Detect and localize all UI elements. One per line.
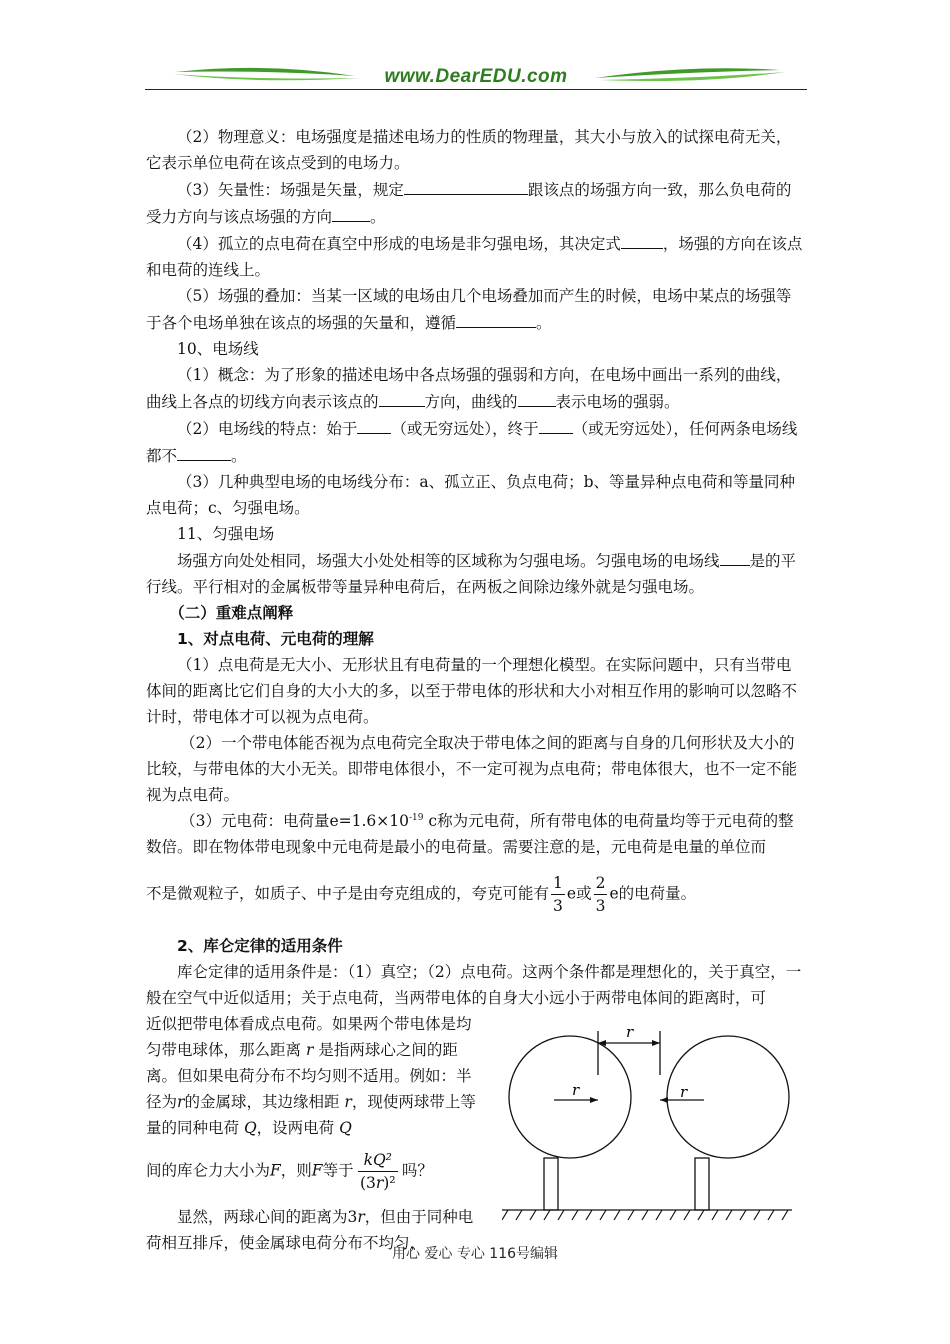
formula-numerator: kQ²	[358, 1149, 398, 1172]
right-radius-label: r	[680, 1083, 688, 1101]
fraction-denominator: 3	[553, 897, 563, 915]
formula-denominator	[358, 1172, 398, 1194]
text: 是的平行线。平行相对的金属板带等量异种电荷后，在两板之间除边缘外就是匀强电场。	[146, 552, 797, 596]
text: ，但由于同种电荷相互排斥，使金属球电荷分布不均匀，	[146, 1208, 474, 1252]
text: 。	[536, 314, 552, 332]
fill-blank	[379, 388, 425, 407]
two-spheres-diagram	[502, 1023, 802, 1238]
paragraph	[146, 1011, 481, 1141]
text: （1）概念：为了形象的描述电场中各点场强的强弱和方向，在电场中画出一系列的曲线，曲线上各点的切线方向表示该点的	[146, 366, 792, 411]
text: 等于	[322, 1161, 354, 1180]
text: ，场强的方向在该点和电荷的连线上。	[146, 235, 803, 279]
fill-blank	[177, 442, 231, 461]
text: ，设两电荷	[256, 1119, 335, 1137]
left-stand	[544, 1158, 558, 1210]
text: （3）元电荷：电荷量e=1.6×10	[180, 812, 409, 830]
site-logo[interactable]: www.DearEDU.com	[384, 66, 568, 87]
paragraph	[146, 1149, 481, 1194]
text: （或无穷远处），任何两条电场线都不	[146, 420, 798, 465]
arrowhead	[660, 1097, 668, 1103]
fill-blank	[621, 230, 663, 249]
text: 是指两球心之间的距离。但如果电荷分布不均匀则不适用。例如：半径为	[146, 1041, 472, 1111]
fill-blank	[539, 415, 573, 434]
variable: r	[357, 1208, 365, 1226]
variable: Q	[339, 1119, 352, 1137]
text: 近似把带电体看成点电荷。如果两个带电体是均匀带电球体，那么距离	[146, 1015, 472, 1059]
fraction-two-thirds	[594, 872, 608, 917]
paragraph: （2）一个带电体能否视为点电荷完全取决于带电体之间的距离与自身的几何形状及大小的比较，与带电体的大小无关。即带电体很小，不一定可视为点电荷；带电体很大，也不一定不能视为点电荷。	[146, 734, 798, 804]
text: e的电荷量。	[609, 884, 697, 903]
fill-blank	[518, 388, 556, 407]
text: c称为元电荷，所有带电体的电荷量均等于元电荷的整数倍。即在物体带电现象中元电荷是最小的电荷量。需要注意的是，元电荷是电量的单位而	[146, 812, 794, 856]
text: 方向，曲线的	[424, 393, 518, 411]
paragraph	[146, 872, 806, 917]
right-stand	[695, 1158, 709, 1210]
text: (3	[359, 1174, 376, 1192]
text: ，则	[280, 1161, 312, 1180]
variable: r	[305, 1041, 314, 1059]
paragraph	[146, 230, 806, 283]
coulomb-formula	[358, 1149, 398, 1194]
left-sphere	[509, 1036, 631, 1158]
paragraph: 库仑定律的适用条件是：（1）真空；（2）点电荷。这两个条件都是理想化的，关于真空，一般在空气中近似适用；关于点电荷，当两带电体的自身大小远小于两带电体间的距离时，可	[146, 963, 802, 1007]
fill-blank	[404, 176, 528, 195]
gap-label: r	[626, 1023, 634, 1041]
section-heading: 10、电场线	[177, 340, 259, 358]
text: )²	[383, 1174, 396, 1192]
document-body	[146, 124, 806, 1256]
page-header	[145, 58, 807, 94]
left-radius-label: r	[572, 1081, 580, 1099]
text: （或无穷远处），终于	[391, 420, 539, 438]
paragraph	[146, 547, 806, 600]
arrowhead	[652, 1040, 660, 1046]
text: （4）孤立的点电荷在真空中形成的电场是非匀强电场，其决定式	[177, 235, 621, 253]
text: 表示电场的强弱。	[555, 393, 680, 411]
text: 场强方向处处相同，场强大小处处相等的区域称为匀强电场。匀强电场的电场线	[177, 552, 720, 570]
variable: F	[270, 1161, 281, 1180]
text: （5）场强的叠加：当某一区域的电场由几个电场叠加而产生的时候，电场中某点的场强等于各个电场单独在该点的场强的矢量和，遵循	[146, 287, 792, 332]
page-footer: 用心 爱心 专心 116号编辑	[391, 1246, 559, 1262]
section-heading: 11、匀强电场	[177, 525, 275, 543]
fraction-denominator: 3	[595, 897, 606, 915]
arrowhead	[590, 1097, 598, 1103]
text: 吗？	[401, 1161, 433, 1180]
fill-blank	[720, 547, 750, 566]
variable: r	[375, 1174, 384, 1192]
variable: F	[311, 1161, 323, 1180]
fraction-numerator: 1	[551, 872, 565, 895]
text: 跟该点的场强方向一致，那么负电荷的受力方向与该点场强的方向	[146, 181, 792, 226]
exponent: -19	[408, 812, 424, 823]
figure-text-column	[146, 1011, 481, 1256]
text: ，现使两球带上等量的同种电荷	[146, 1093, 476, 1137]
text: 。	[231, 447, 247, 465]
text: （2）电场线的特点：始于	[177, 420, 358, 438]
variable: r	[344, 1093, 352, 1111]
fill-blank	[332, 203, 370, 222]
paragraph	[146, 808, 806, 860]
text: 的金属球，其边缘相距	[184, 1093, 340, 1111]
paragraph	[146, 283, 806, 336]
text: 。	[370, 208, 386, 226]
fraction-one-third	[551, 872, 565, 917]
text: 显然，两球心间的距离为3	[177, 1208, 358, 1226]
variable: r	[177, 1093, 185, 1111]
fill-blank	[357, 415, 391, 434]
variable: Q	[243, 1119, 257, 1137]
header-rule	[145, 89, 807, 90]
fill-blank	[456, 309, 536, 328]
fraction-numerator: 2	[594, 872, 608, 895]
paragraph	[146, 362, 806, 415]
text: 间的库仑力大小为	[146, 1161, 271, 1180]
paragraph: （2）物理意义：电场强度是描述电场力的性质的物理量，其大小与放入的试探电荷无关，它表示单位电荷在该点受到的电场力。	[146, 128, 792, 172]
paragraph	[146, 176, 806, 230]
section-title: （二）重难点阐释	[169, 604, 294, 622]
text-with-figure	[146, 1011, 806, 1256]
paragraph	[146, 415, 806, 469]
text: e或	[566, 884, 592, 903]
ground-hatching	[502, 1210, 788, 1220]
paragraph: （3）几种典型电场的电场线分布：a、孤立正、负点电荷；b、等量异种点电荷和等量同种点电荷；c、匀强电场。	[146, 473, 796, 517]
paragraph: （1）点电荷是无大小、无形状且有电荷量的一个理想化模型。在实际问题中，只有当带电体间的距离比它们自身的大小大的多，以至于带电体的形状和大小对相互作用的影响可以忽略不计时，带电体才可以视为点电荷。	[146, 656, 798, 726]
text: （3）矢量性：场强是矢量，规定	[177, 181, 404, 199]
text: 不是微观粒子，如质子、中子是由夸克组成的，夸克可能有	[146, 884, 550, 903]
subsection-title: 2、库仑定律的适用条件	[177, 937, 343, 955]
subsection-title: 1、对点电荷、元电荷的理解	[177, 630, 374, 648]
